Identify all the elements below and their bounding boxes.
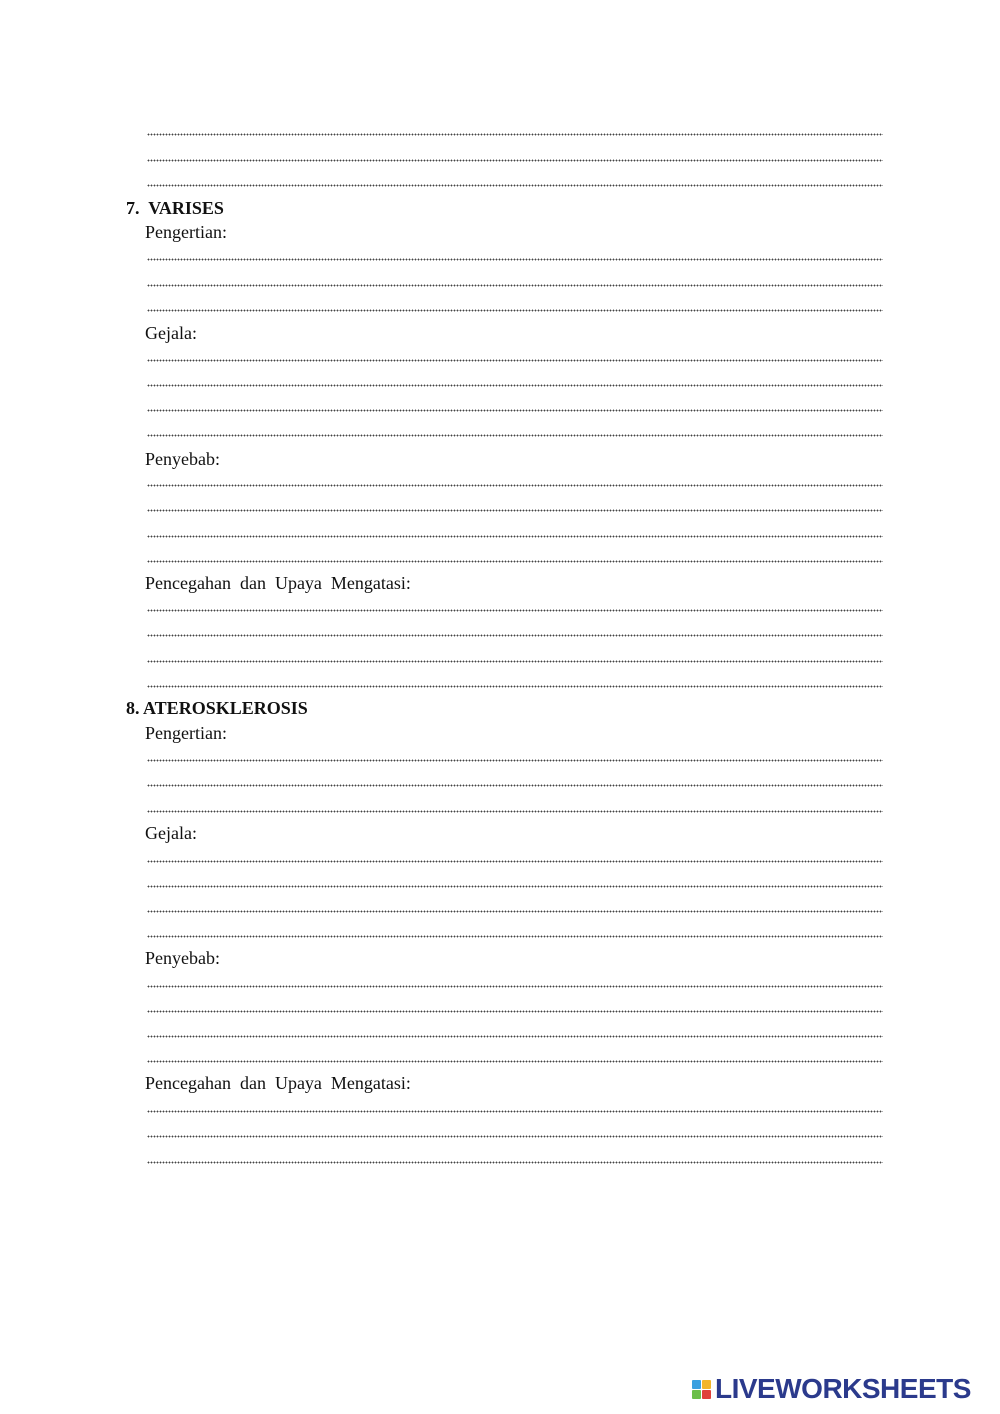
s7-penyebab-line-1[interactable] [147, 479, 883, 489]
logo-tile-2 [702, 1380, 711, 1389]
s8-penyebab-line-4[interactable] [147, 1055, 883, 1065]
s7-pengertian-line-1[interactable] [147, 253, 883, 263]
s7-pencegahan-line-4[interactable] [147, 680, 883, 690]
s8-gejala-line-2[interactable] [147, 880, 883, 890]
answer-line-prev-3[interactable] [147, 179, 883, 189]
answer-line-prev-1[interactable] [147, 128, 883, 138]
liveworksheets-logo-text: LIVEWORKSHEETS [715, 1373, 971, 1404]
s7-pencegahan-line-3[interactable] [147, 655, 883, 665]
section-8-heading [126, 697, 308, 719]
s7-penyebab-line-3[interactable] [147, 530, 883, 540]
s7-penyebab-line-2[interactable] [147, 504, 883, 514]
s7-gejala-line-1[interactable] [147, 354, 883, 364]
s7-gejala-line-3[interactable] [147, 404, 883, 414]
s7-pencegahan-line-1[interactable] [147, 604, 883, 614]
logo-tile-3 [692, 1390, 701, 1399]
s7-pengertian-line-2[interactable] [147, 279, 883, 289]
s7-penyebab-line-4[interactable] [147, 555, 883, 565]
s8-pencegahan-line-2[interactable] [147, 1130, 883, 1140]
s8-gejala-label: Gejala: [145, 823, 197, 843]
logo-tile-4 [702, 1390, 711, 1399]
s8-penyebab-line-3[interactable] [147, 1030, 883, 1040]
s8-pencegahan-label: Pencegahan dan Upaya Mengatasi: [145, 1073, 411, 1093]
s7-pencegahan-line-2[interactable] [147, 629, 883, 639]
s8-gejala-line-1[interactable] [147, 855, 883, 865]
section-7-title: VARISES [148, 198, 224, 218]
s8-gejala-line-4[interactable] [147, 930, 883, 940]
s8-pengertian-line-3[interactable] [147, 805, 883, 815]
section-7-number: 7. [126, 198, 140, 218]
s8-pengertian-line-2[interactable] [147, 779, 883, 789]
s7-gejala-line-4[interactable] [147, 429, 883, 439]
s7-penyebab-label: Penyebab: [145, 449, 220, 469]
s7-pengertian-label: Pengertian: [145, 222, 227, 242]
s7-gejala-line-2[interactable] [147, 379, 883, 389]
s8-penyebab-line-1[interactable] [147, 980, 883, 990]
logo-tile-1 [692, 1380, 701, 1389]
liveworksheets-logo-icon [692, 1380, 711, 1399]
section-7-heading [126, 197, 224, 219]
liveworksheets-watermark[interactable] [692, 1374, 971, 1404]
s8-penyebab-line-2[interactable] [147, 1005, 883, 1015]
section-8-title: ATEROSKLEROSIS [143, 698, 308, 718]
s7-gejala-label: Gejala: [145, 323, 197, 343]
s7-pengertian-line-3[interactable] [147, 304, 883, 314]
s8-gejala-line-3[interactable] [147, 905, 883, 915]
s8-pencegahan-line-3[interactable] [147, 1156, 883, 1166]
s8-pengertian-line-1[interactable] [147, 754, 883, 764]
s8-pengertian-label: Pengertian: [145, 723, 227, 743]
section-8-number: 8. [126, 698, 140, 718]
s7-pencegahan-label: Pencegahan dan Upaya Mengatasi: [145, 573, 411, 593]
answer-line-prev-2[interactable] [147, 154, 883, 164]
s8-penyebab-label: Penyebab: [145, 948, 220, 968]
s8-pencegahan-line-1[interactable] [147, 1105, 883, 1115]
